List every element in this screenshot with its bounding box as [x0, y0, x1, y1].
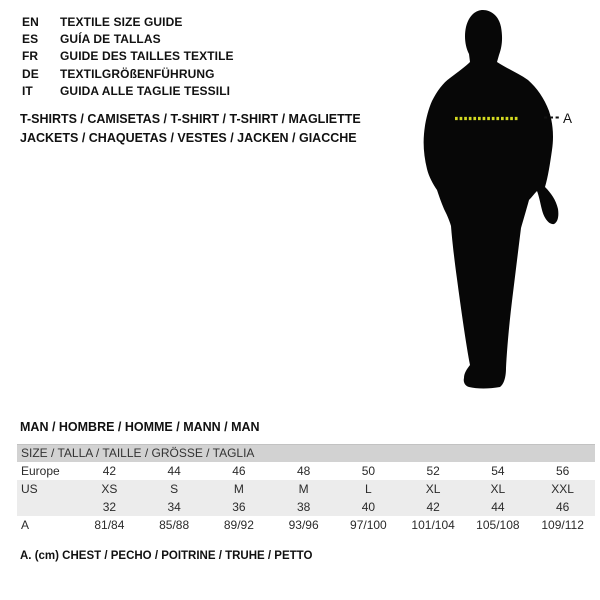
table-cell: XL	[466, 480, 531, 498]
language-code: DE	[22, 66, 39, 81]
category-tshirts: T-SHIRTS / CAMISETAS / T-SHIRT / T-SHIRT / MAGLIETTE	[20, 112, 361, 126]
table-row-uk-sizes	[17, 498, 595, 516]
table-cell: L	[336, 480, 401, 498]
row-label: A	[21, 517, 30, 532]
table-cell: XXL	[530, 480, 595, 498]
table-cell: M	[271, 480, 336, 498]
table-cell: 97/100	[350, 517, 387, 532]
table-cell: 52	[426, 463, 440, 478]
table-cell: XS	[77, 480, 142, 498]
language-row-es	[22, 30, 234, 47]
table-cell: 50	[361, 463, 376, 478]
table-cell: 46	[232, 463, 246, 478]
language-label: GUIDA ALLE TAGLIE TESSILI	[60, 84, 231, 99]
language-label: GUÍA DE TALLAS	[60, 32, 161, 47]
table-cell: 48	[296, 463, 311, 478]
table-row-europe	[17, 462, 595, 480]
table-cell: 109/112	[541, 517, 584, 532]
language-code: ES	[22, 32, 39, 47]
language-code: FR	[22, 49, 39, 64]
size-table-header: SIZE / TALLA / TAILLE / GRÖSSE / TAGLIA	[17, 445, 595, 462]
garment-categories	[20, 110, 361, 148]
measurement-footnote: A. (cm) CHEST / PECHO / POITRINE / TRUHE / PETTO	[20, 550, 313, 562]
language-row-en	[22, 13, 234, 30]
table-cell: 44	[466, 498, 531, 516]
table-cell: 81/84	[94, 517, 125, 532]
language-label: TEXTILE SIZE GUIDE	[60, 14, 183, 29]
table-cell: 56	[555, 463, 570, 478]
table-cell: 105/108	[476, 517, 520, 532]
size-table	[17, 444, 595, 534]
measure-label-a: A	[563, 111, 573, 126]
row-label	[17, 498, 77, 516]
language-label: GUIDE DES TAILLES TEXTILE	[60, 49, 234, 64]
category-jackets: JACKETS / CHAQUETAS / VESTES / JACKEN / GIACCHE	[20, 131, 357, 145]
row-label: Europe	[21, 463, 60, 478]
language-row-de	[22, 65, 234, 82]
table-cell: M	[207, 480, 272, 498]
language-row-fr	[22, 48, 234, 65]
table-cell: 36	[207, 498, 272, 516]
table-cell: 34	[142, 498, 207, 516]
table-row-us	[17, 480, 595, 498]
table-cell: 93/96	[288, 517, 319, 532]
row-label: US	[17, 480, 77, 498]
size-table-header-row	[17, 445, 595, 462]
table-cell: 40	[336, 498, 401, 516]
language-list	[22, 13, 234, 100]
man-silhouette	[424, 10, 559, 389]
table-cell: 101/104	[411, 517, 455, 532]
size-table-wrap	[17, 444, 595, 534]
language-code: EN	[22, 14, 39, 29]
table-cell: 42	[102, 463, 117, 478]
table-cell: 44	[167, 463, 181, 478]
table-cell: S	[142, 480, 207, 498]
table-cell: 46	[530, 498, 595, 516]
language-code: IT	[22, 84, 33, 99]
table-cell: 85/88	[159, 517, 190, 532]
table-cell: 38	[271, 498, 336, 516]
table-cell: 42	[401, 498, 466, 516]
table-cell: 54	[491, 463, 505, 478]
section-title-man: MAN / HOMBRE / HOMME / MANN / MAN	[20, 420, 260, 434]
language-label: TEXTILGRÖßENFÜHRUNG	[60, 66, 215, 81]
table-cell: 32	[77, 498, 142, 516]
man-silhouette-figure	[400, 0, 600, 400]
table-cell: 89/92	[223, 517, 254, 532]
language-row-it	[22, 83, 234, 100]
table-row-chest-a	[17, 516, 595, 534]
table-cell: XL	[401, 480, 466, 498]
